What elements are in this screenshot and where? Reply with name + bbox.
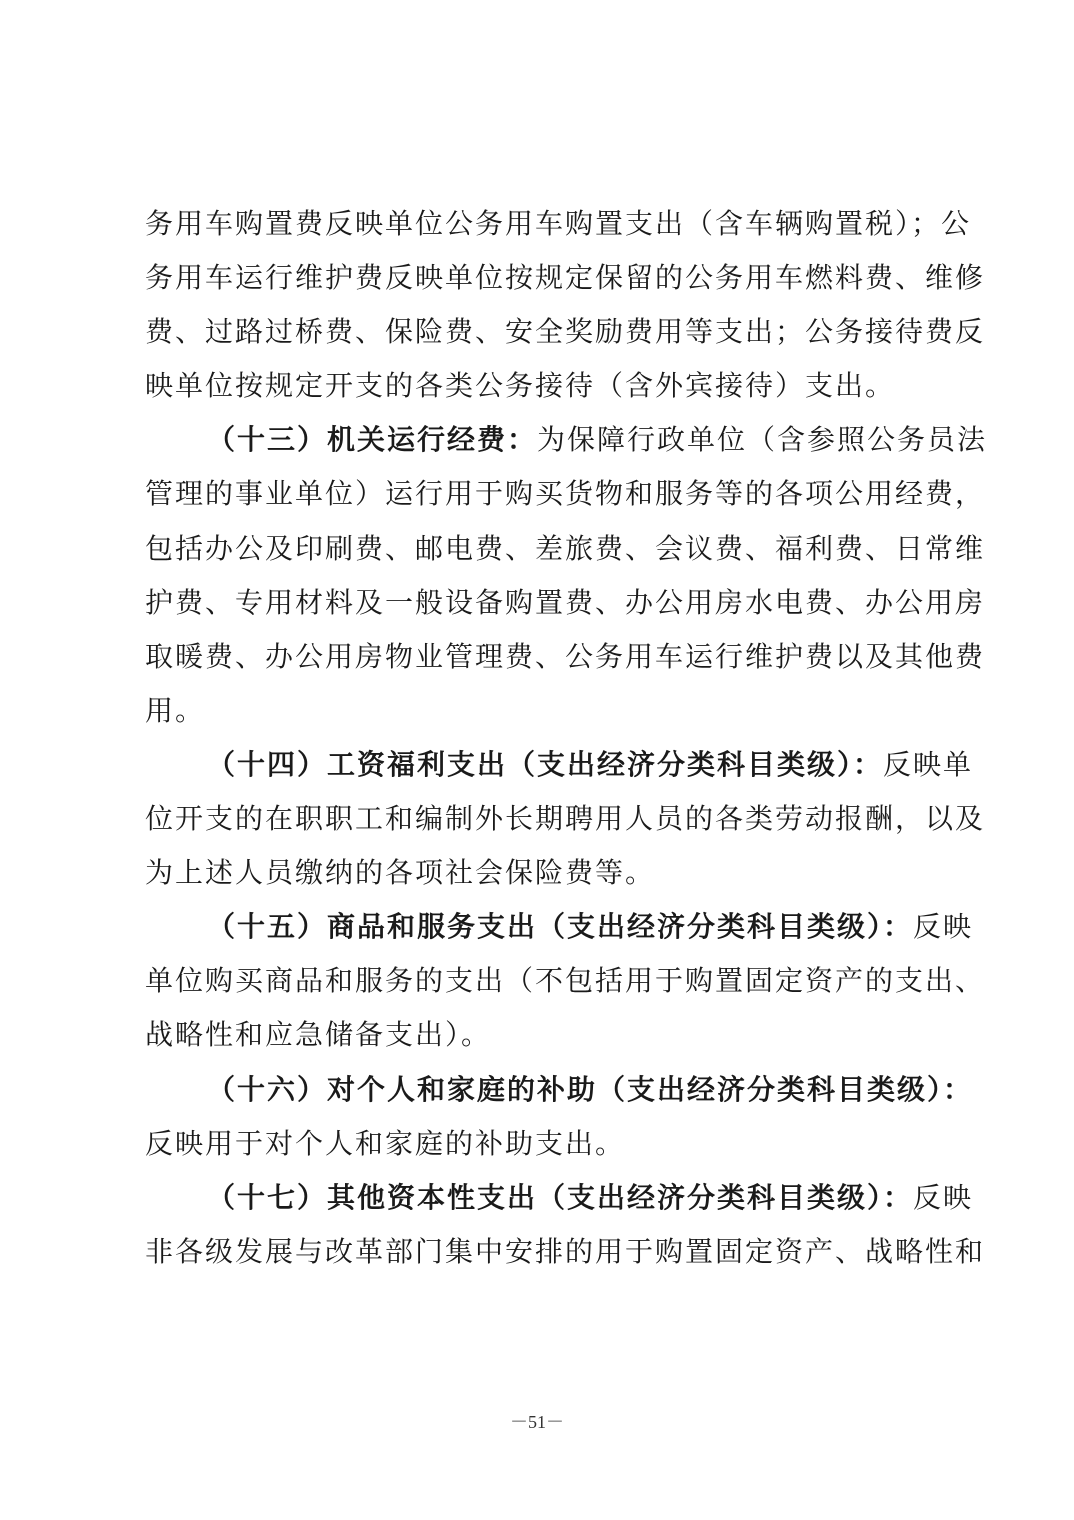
- line-text: 务用车运行维护费反映单位按规定保留的公务用车燃料费、维修: [145, 261, 986, 295]
- section-heading-line: [145, 1063, 974, 1117]
- section-heading-line: [145, 738, 974, 792]
- body-line: [145, 251, 986, 305]
- body-line: [145, 954, 986, 1008]
- line-text: 非各级发展与改革部门集中安排的用于购置固定资产、战略性和: [145, 1234, 986, 1268]
- section-heading: （十七）其他资本性支出（支出经济分类科目类级）：: [207, 1180, 914, 1214]
- section-heading: （十五）商品和服务支出（支出经济分类科目类级）：: [207, 910, 914, 944]
- line-text: 位开支的在职职工和编制外长期聘用人员的各类劳动报酬，以及: [145, 802, 986, 836]
- line-text: 为保障行政单位（含参照公务员法: [537, 423, 988, 457]
- body-line: [145, 1225, 986, 1279]
- section-heading-line: [145, 900, 974, 954]
- page-number: －51－: [510, 1412, 564, 1432]
- line-text: 映单位按规定开支的各类公务接待（含外宾接待）支出。: [145, 369, 896, 403]
- body-line: [145, 1117, 945, 1171]
- line-text: 战略性和应急储备支出）。: [145, 1018, 492, 1052]
- line-text: 用。: [145, 693, 206, 727]
- document-body: [145, 197, 988, 1279]
- body-line: [145, 792, 986, 846]
- body-line: [145, 197, 972, 251]
- section-heading: （十四）工资福利支出（支出经济分类科目类级）：: [207, 747, 884, 781]
- body-line: [145, 359, 945, 413]
- body-line: [145, 630, 986, 684]
- section-heading: （十六）对个人和家庭的补助（支出经济分类科目类级）：: [207, 1072, 974, 1106]
- line-text: 护费、专用材料及一般设备购置费、办公用房水电费、办公用房: [145, 585, 986, 619]
- body-line: [145, 1008, 945, 1062]
- line-text: 反映单: [883, 747, 974, 781]
- line-text: 反映用于对个人和家庭的补助支出。: [145, 1126, 626, 1160]
- section-heading: （十三）机关运行经费：: [207, 423, 538, 457]
- line-text: 费、过路过桥费、保险费、安全奖励费用等支出；公务接待费反: [145, 315, 986, 349]
- body-line: [145, 305, 986, 359]
- body-line: [145, 467, 986, 521]
- section-heading-line: [145, 413, 988, 467]
- body-line: [145, 522, 986, 576]
- body-line: [145, 846, 945, 900]
- line-text: 务用车购置费反映单位公务用车购置支出（含车辆购置税）；公: [145, 207, 972, 240]
- line-text: 管理的事业单位）运行用于购买货物和服务等的各项公用经费，: [145, 477, 986, 511]
- section-heading-line: [145, 1171, 974, 1225]
- line-text: 为上述人员缴纳的各项社会保险费等。: [145, 856, 656, 890]
- body-line: [145, 576, 986, 630]
- line-text: 单位购买商品和服务的支出（不包括用于购置固定资产的支出、: [145, 964, 986, 998]
- line-text: 反映: [913, 1180, 974, 1214]
- line-text: 包括办公及印刷费、邮电费、差旅费、会议费、福利费、日常维: [145, 531, 986, 565]
- line-text: 取暖费、办公用房物业管理费、公务用车运行维护费以及其他费: [145, 639, 986, 673]
- body-line: [145, 684, 945, 738]
- line-text: 反映: [913, 910, 974, 944]
